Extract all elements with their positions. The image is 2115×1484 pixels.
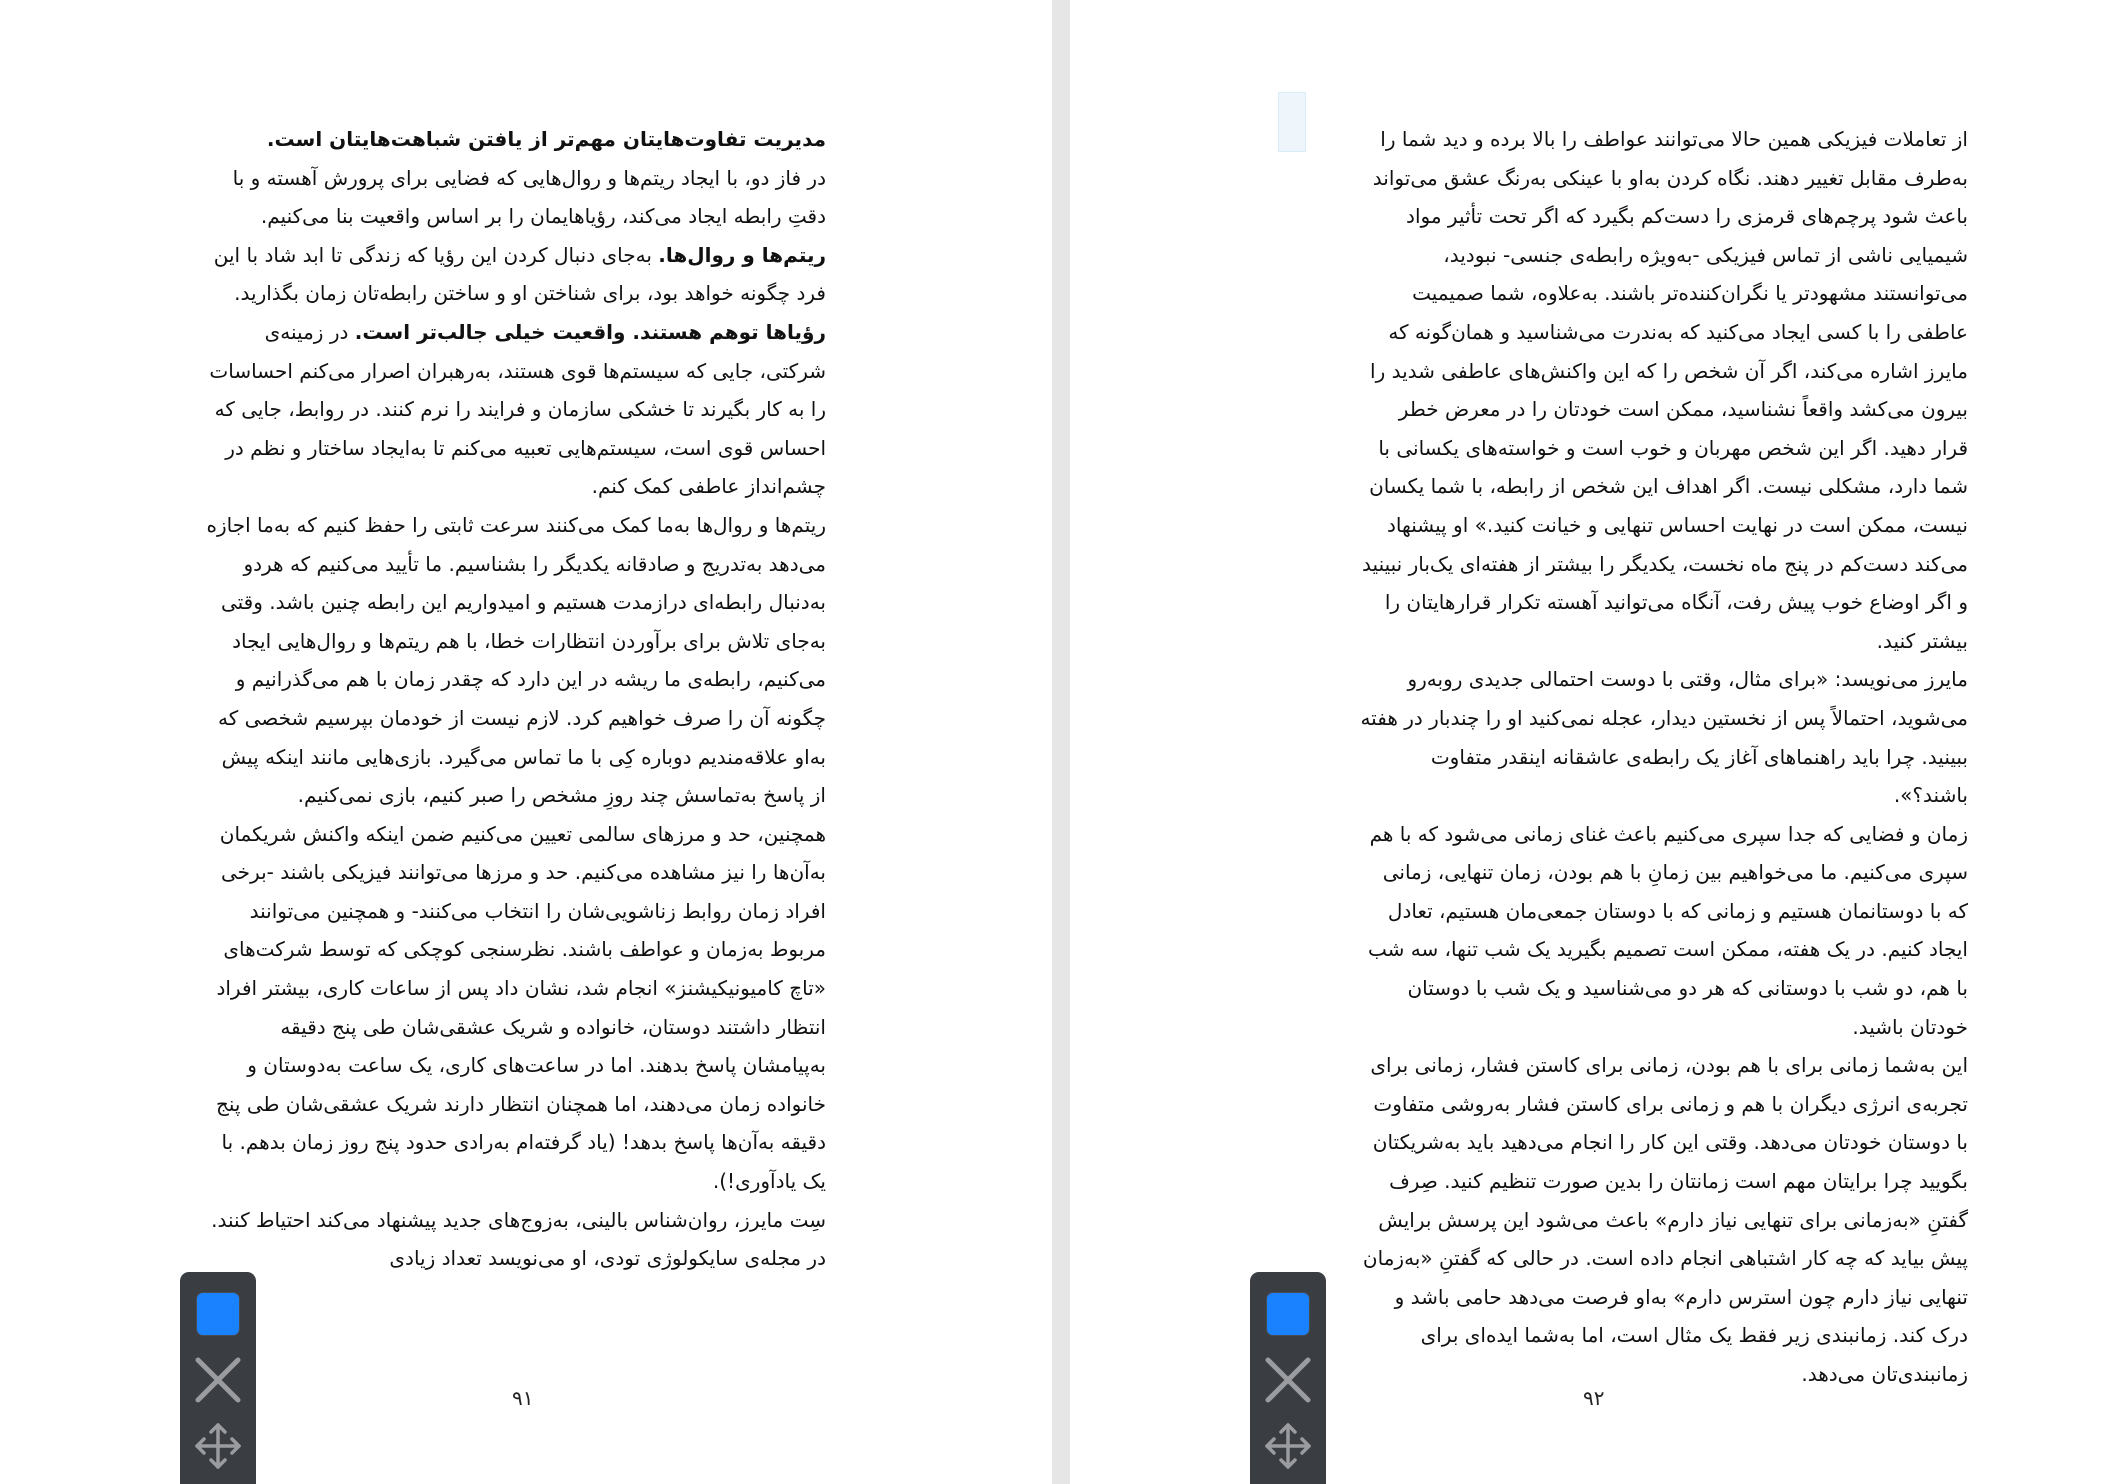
- paragraph-text: در زمینه‌ی شرکتی، جایی که سیستم‌ها قوی هستند، به‌رهبران اصرار می‌کنم احساسات را به کار بگیرند تا خشکی سازمان و فرایند را نرم کنند. در روابط، جایی که احساس قوی است، سیستم‌هایی تعبیه می‌کنم تا به‌ایجاد ساختار و نظم در چشم‌انداز عاطفی کمک کنم.: [209, 319, 826, 499]
- move-button[interactable]: [1260, 1418, 1316, 1474]
- section-heading: مدیریت تفاوت‌هایتان مهم‌تر از یافتن شباهت‌هایتان است.: [266, 127, 826, 151]
- bold-lead: ریتم‌ها و روال‌ها.: [658, 242, 826, 267]
- move-arrows-icon: [1262, 1420, 1314, 1472]
- select-button[interactable]: [1260, 1286, 1316, 1342]
- floating-toolbar: [1250, 1272, 1326, 1484]
- close-x-icon: [1262, 1354, 1314, 1406]
- bold-phrase: رؤیاها توهم هستند. واقعیت خیلی جالب‌تر است.: [354, 319, 826, 344]
- paragraph: زمان و فضایی که جدا سپری می‌کنیم باعث غنای زمانی می‌شود که با هم سپری می‌کنیم. ما می‌خواهیم بین زمانِ با هم بودن، زمان تنهایی، زمانی که با دوستانمان هستیم و زمانی که با دوستان جمعی‌مان هستیم، تعادل ایجاد کنیم. در یک هفته، ممکن است تصمیم بگیرید یک شب تنها، سه شب با هم، دو شب با دوستانی که هر دو می‌شناسید و یک شب با دوستان خودتان باشید.: [1367, 821, 1968, 1039]
- right-page: [1070, 0, 2115, 1484]
- blue-square-icon: [1267, 1293, 1309, 1335]
- select-button[interactable]: [190, 1286, 246, 1342]
- page-gutter: [1052, 0, 1070, 1484]
- paragraph: در فاز دو، با ایجاد ریتم‌ها و روال‌هایی که فضایی برای پرورش آهسته و با دقتِ رابطه ایجاد می‌کند، رؤیاهایمان را بر اساس واقعیت بنا می‌کنیم.: [232, 165, 826, 229]
- paragraph: این به‌شما زمانی برای با هم بودن، زمانی برای کاستن فشار، زمانی برای تجربه‌ی انرژی دیگران با هم و زمانی برای کاستن فشار به‌روشی متفاوت با دوستان خودتان می‌دهد. وقتی این کار را انجام می‌دهید باید به‌شریکتان بگویید چرا برایتان مهم است زمانتان را بدین صورت تنظیم کنید. صِرف گفتنِ «به‌زمانی برای تنهایی نیاز دارم» باعث می‌شود این پرسش برایش پیش بیاید که چه کار اشتباهی انجام داده است. در حالی که گفتنِ «به‌زمان تنهایی نیاز دارم چون استرس دارم» به‌او فرصت می‌دهد حامی باشد و درک کند. زمانبندی زیر فقط یک مثال است، اما به‌شما ایده‌ای برای زمانبندی‌تان می‌دهد.: [1362, 1053, 1968, 1386]
- move-button[interactable]: [190, 1418, 246, 1474]
- left-page-text: [206, 120, 826, 1278]
- close-button[interactable]: [190, 1352, 246, 1408]
- paragraph: ریتم‌ها و روال‌ها به‌ما کمک می‌کنند سرعت ثابتی را حفظ کنیم که به‌ما اجازه می‌دهد به‌تدریج و صادقانه یکدیگر را بشناسیم. ما تأیید می‌کنیم که هردو به‌دنبال رابطه‌ای درازمدت هستیم و امیدواریم این رابطه چنین باشد. وقتی به‌جای تلاش برای برآوردن انتظارات خطا، با هم ریتم‌ها و روال‌هایی ایجاد می‌کنیم، رابطه‌ی ما ریشه در این دارد که چقدر زمان با هم می‌گذرانیم و چگونه آن را صرف خواهیم کرد. لازم نیست از خودمان بپرسیم شخصی که به‌او علاقه‌مندیم دوباره کِی با ما تماس می‌گیرد. بازی‌هایی مانند اینکه پیش از پاسخ به‌تماسش چند روزِ مشخص را صبر کنیم، بازی نمی‌کنیم.: [206, 512, 826, 808]
- close-x-icon: [192, 1354, 244, 1406]
- paragraph: از تعاملات فیزیکی همین حالا می‌توانند عواطف را بالا برده و دید شما را به‌طرف مقابل تغییر دهند. نگاه کردن به‌او با عینکی به‌رنگ عشق می‌تواند باعث شود پرچم‌های قرمزی را دست‌کم بگیرد که اگر تحت تأثیر مواد شیمیایی ناشی از تماس فیزیکی -به‌ویژه رابطه‌ی جنسی- نبودید، می‌توانستند مشهودتر یا نگران‌کننده‌تر باشند. به‌علاوه، شما صمیمیت عاطفی را با کسی ایجاد می‌کنید که به‌ندرت می‌شناسید و همان‌گونه که مایرز اشاره می‌کند، اگر آن شخص را که این واکنش‌های عاطفی شدید را بیرون می‌کشد واقعاً نشناسید، ممکن است خودتان را در معرض خطر قرار دهید. اگر این شخص مهربان و خوب است و خواسته‌های یکسانی با شما دارد، مشکلی نیست. اگر اهداف این شخص از رابطه، با شما یکسان نیست، ممکن است در نهایت احساس تنهایی و خیانت کنید.» او پیشنهاد می‌کند دست‌کم در پنج ماه نخست، یکدیگر را بیشتر از هفته‌ای یک‌بار نبینید و اگر اوضاع خوب پیش رفت، آنگاه می‌توانید آهسته تکرار قرارهایتان را بیشتر کنید.: [1362, 127, 1968, 653]
- blue-square-icon: [197, 1293, 239, 1335]
- left-page: [0, 0, 1052, 1484]
- paragraph: همچنین، حد و مرزهای سالمی تعیین می‌کنیم ضمن اینکه واکنش شریکمان به‌آن‌ها را نیز مشاهده می‌کنیم. حد و مرزها می‌توانند فیزیکی باشند -برخی افراد زمان روابط زناشویی‌شان را انتخاب می‌کنند- و همچنین می‌توانند مربوط به‌زمان و عواطف باشند. نظرسنجی کوچکی که توسط شرکت‌های «تاچ کامیونیکیشنز» انجام شد، نشان داد پس از ساعات کاری، بیشتر افراد انتظار داشتند دوستان، خانواده و شریک عشقی‌شان طی پنج دقیقه به‌پیامشان پاسخ بدهند. اما در ساعت‌های کاری، یک ساعت به‌دوستان و خانواده زمان می‌دهند، اما همچنان انتظار دارند شریک عشقی‌شان طی پنج دقیقه به‌آن‌ها پاسخ بدهد! (یاد گرفته‌ام به‌رادی حدود پنج روز زمان بدهم. با یک یادآوری!).: [215, 821, 826, 1194]
- page-number: ۹۲: [1583, 1386, 1605, 1410]
- move-arrows-icon: [192, 1420, 244, 1472]
- floating-toolbar: [180, 1272, 256, 1484]
- paragraph: سِت مایرز، روان‌شناس بالینی، به‌زوج‌های جدید پیشنهاد می‌کند احتیاط کنند. در مجله‌ی سایکولوژی تودی، او می‌نویسد تعداد زیادی: [211, 1207, 826, 1271]
- right-page-text: [1358, 120, 1968, 1394]
- paragraph: مایرز می‌نویسد: «برای مثال، وقتی با دوست احتمالی جدیدی روبه‌رو می‌شوید، احتمالاً پس از نخستین دیدار، عجله نمی‌کنید او را چندبار در هفته ببینید. چرا باید راهنماهای آغاز یک رابطه‌ی عاشقانه اینقدر متفاوت باشند؟».: [1360, 667, 1968, 808]
- bookmark-marker[interactable]: [1278, 92, 1306, 152]
- paragraph: [206, 236, 826, 506]
- page-number: ۹۱: [512, 1386, 534, 1410]
- close-button[interactable]: [1260, 1352, 1316, 1408]
- paragraph-text: به‌جای دنبال کردن این رؤیا که زندگی تا ابد شاد با این فرد چگونه خواهد بود، برای شناختن او و ساختن رابطه‌تان زمان بگذارید.: [213, 242, 826, 306]
